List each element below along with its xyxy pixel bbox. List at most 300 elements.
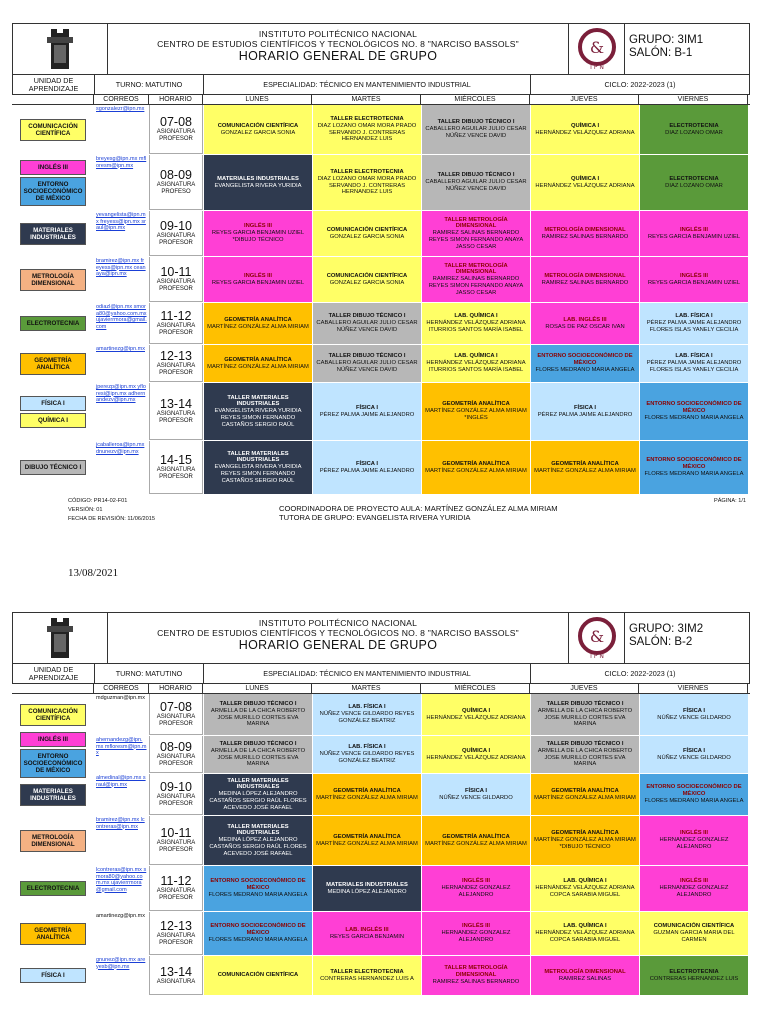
- hour-caption: PROFESOR: [159, 418, 193, 424]
- col-viernes: VIERNES: [639, 684, 748, 693]
- table-row: [12, 866, 750, 912]
- class-teacher: MARTÍNEZ GONZÁLEZ ALMA MIRIAM: [207, 323, 309, 330]
- room-label: SALÓN: B-2: [629, 636, 693, 648]
- class-teacher: CABALLERO AGUILAR JULIO CESAR NÚÑEZ VENCE DAVID: [316, 320, 418, 333]
- class-cell: [312, 441, 421, 494]
- class-title: FÍSICA I: [355, 404, 378, 411]
- subject-cell: [12, 816, 94, 865]
- table-row: [12, 303, 750, 345]
- class-cell: [421, 211, 530, 256]
- class-title: LAB. FÍSICA I: [675, 313, 713, 320]
- class-title: GEOMETRÍA ANALÍTICA: [442, 833, 510, 840]
- svg-text:I P N: I P N: [589, 64, 604, 71]
- hour-cell: [149, 441, 203, 494]
- class-title: COMUNICACIÓN CIENTÍFICA: [217, 122, 299, 129]
- class-title: LAB. QUÍMICA I: [454, 313, 498, 320]
- class-cell: [312, 816, 421, 865]
- class-cell: [421, 105, 530, 154]
- class-title: INGLÉS III: [461, 878, 491, 885]
- subject-cell: [12, 694, 94, 735]
- class-cell: [639, 383, 748, 440]
- col-martes: MARTES: [312, 95, 421, 104]
- table-row: [12, 105, 750, 155]
- col-horario: HORARIO: [149, 684, 203, 693]
- class-teacher: REYES GARCIA BENJAMIN UZIEL: [647, 279, 741, 286]
- class-title: METROLOGÍA DIMENSIONAL: [544, 968, 626, 975]
- class-teacher: NÚÑEZ VENCE GILDARDO: [657, 714, 731, 721]
- class-teacher: FLORES MEDRANO MARIA ANGELA: [644, 797, 744, 804]
- class-teacher: ARMELLA DE LA CHICA ROBERTO JOSE MURILLO CORTES EVA MARINA: [537, 747, 633, 768]
- class-teacher: EVANGELISTA RIVERA YURIDIA REYES SIMON FERNANDO CASTAÑOS SERGIO RAÚL: [214, 464, 302, 484]
- class-teacher: CABALLERO AGUILAR JULIO CESAR NÚÑEZ VENCE DAVID: [425, 126, 527, 139]
- hour-caption: ASIGNATURA: [156, 840, 196, 846]
- table-row: [12, 383, 750, 441]
- class-title: COMUNICACIÓN CIENTÍFICA: [326, 226, 408, 233]
- class-title: ENTORNO SOCIOECONÓMICO DE MÉXICO: [537, 353, 633, 367]
- hour-range: 10-11: [160, 265, 192, 279]
- subject-badge: GEOMETRÍA ANALÍTICA: [20, 353, 86, 375]
- subject-badge: QUÍMICA I: [20, 413, 86, 428]
- schedule-sheet-2: [12, 612, 750, 996]
- col-horario: HORARIO: [149, 95, 203, 104]
- hour-range: 11-12: [160, 874, 192, 888]
- col-jueves: JUEVES: [530, 684, 639, 693]
- class-title: INGLÉS III: [243, 223, 273, 230]
- class-title: QUÍMICA I: [461, 747, 491, 754]
- hour-cell: [149, 257, 203, 302]
- center-name: CENTRO DE ESTUDIOS CIENTÍFICOS Y TECNOLÓGICOS NO. 8 "NARCISO BASSOLS": [157, 39, 519, 49]
- col-miercoles: MIÉRCOLES: [421, 684, 530, 693]
- especialidad-label: ESPECIALIDAD: TÉCNICO EN MANTENIMIENTO INDUSTRIAL: [204, 664, 531, 683]
- class-teacher: REYES GARCIA BENJAMIN UZIEL: [647, 233, 741, 240]
- class-cell: [639, 105, 748, 154]
- table-row: [12, 816, 750, 866]
- ipn-logo: [13, 613, 108, 663]
- hour-caption: PROFESOR: [159, 286, 193, 292]
- class-teacher: GUZMAN GARCIA MARIA DEL CARMEN: [653, 930, 735, 943]
- class-cell: [421, 866, 530, 911]
- class-teacher: ARMELLA DE LA CHICA ROBERTO JOSE MURILLO CORTES EVA MARINA: [210, 747, 306, 768]
- hour-caption: PROFESOR: [159, 801, 193, 807]
- class-teacher: MEDINA LÓPEZ ALEJANDRO CASTAÑOS SERGIO RAÚL FLORES ACEVEDO JOSÉ RAFAEL: [209, 791, 307, 811]
- subject-badge: COMUNICACIÓN CIENTÍFICA: [20, 704, 86, 726]
- subject-badge: MATERIALES INDUSTRIALES: [20, 223, 86, 245]
- class-title: TALLER METROLOGÍA DIMENSIONAL: [444, 216, 508, 230]
- class-cell: [312, 956, 421, 995]
- email-link[interactable]: ahernandezg@ipn.mx mfloresm@ipn.mx: [96, 737, 147, 756]
- class-cell: [421, 694, 530, 735]
- class-teacher: MARTÍNEZ GONZÁLEZ ALMA MIRIAM *INGLÉS: [425, 408, 527, 421]
- subject-cell: [12, 956, 94, 995]
- class-title: LAB. QUÍMICA I: [454, 353, 498, 360]
- class-title: LAB. QUÍMICA I: [563, 878, 607, 885]
- subject-cell: [12, 912, 94, 955]
- class-title: FÍSICA I: [355, 460, 378, 467]
- subject-badge: MATERIALES INDUSTRIALES: [20, 784, 86, 806]
- schedule-sheet-1: [12, 23, 750, 527]
- class-cell: [530, 912, 639, 955]
- class-title: TALLER DIBUJO TÉCNICO I: [546, 741, 624, 748]
- class-teacher: REYES GARCIA BENJAMIN UZIEL: [211, 279, 305, 286]
- print-date: 13/08/2021: [68, 567, 119, 579]
- class-title: LAB. FÍSICA I: [675, 353, 713, 360]
- subject-badge: GEOMETRÍA ANALÍTICA: [20, 923, 86, 945]
- sheet-header: [12, 612, 750, 664]
- class-title: MATERIALES INDUSTRIALES: [217, 175, 299, 182]
- class-teacher: RAMIREZ SALINAS BERNARDO REYES SIMON FERNANDO ANAYA JASSO CESAR: [428, 230, 524, 250]
- group-label: GRUPO: 3IM1: [629, 34, 704, 46]
- class-teacher: RAMIREZ SALINAS BERNARDO REYES SIMON FERNANDO ANAYA JASSO CESAR: [428, 276, 524, 296]
- class-title: INGLÉS III: [679, 830, 709, 837]
- unidad-label: UNIDAD DE APRENDIZAJE: [13, 664, 95, 683]
- class-title: TALLER DIBUJO TÉCNICO I: [328, 313, 406, 320]
- hour-range: 12-13: [160, 919, 192, 933]
- subject-cell: [12, 303, 94, 344]
- class-cell: [530, 816, 639, 865]
- class-cell: [312, 155, 421, 210]
- hour-caption: ASIGNATURA: [156, 279, 196, 285]
- class-title: INGLÉS III: [243, 272, 273, 279]
- hour-cell: [149, 774, 203, 815]
- subject-badge: FÍSICA I: [20, 396, 86, 411]
- class-cell: [312, 912, 421, 955]
- class-cell: [639, 912, 748, 955]
- class-title: ENTORNO SOCIOECONÓMICO DE MÉXICO: [646, 784, 742, 798]
- class-cell: [203, 345, 312, 382]
- fecha-revision: FECHA DE REVISIÓN: 11/06/2015: [68, 516, 155, 522]
- class-teacher: ARMELLA DE LA CHICA ROBERTO JOSE MURILLO CORTES EVA MARINA: [537, 707, 633, 728]
- subject-badge: ENTORNO SOCIOECONÓMICO DE MÉXICO: [20, 749, 86, 778]
- class-title: INGLÉS III: [679, 878, 709, 885]
- class-title: INGLÉS III: [461, 923, 491, 930]
- email-link[interactable]: almedinal@ipn.mx sraul@ipn.mx: [96, 775, 146, 788]
- class-title: ELECTROTECNIA: [669, 122, 719, 129]
- class-title: QUÍMICA I: [570, 122, 600, 129]
- class-teacher: HERNÁNDEZ VELÁZQUEZ ADRIANA ITURRIOS SANTOS MARÍA ISABEL: [426, 320, 526, 333]
- email-link[interactable]: breyesg@ipn.mx mfloresm@ipn.mx: [96, 156, 147, 169]
- class-cell: [203, 441, 312, 494]
- hour-caption: ASIGNATURA: [156, 233, 196, 239]
- class-cell: [203, 303, 312, 344]
- email-link[interactable]: odiazl@ipn.mx smora80@yahoo.com.mx ujavierrmora@gmail.com: [96, 304, 147, 330]
- hour-cell: [149, 694, 203, 735]
- class-cell: [312, 211, 421, 256]
- class-teacher: HERNÁNDEZ VELÁZQUEZ ADRIANA: [535, 182, 635, 189]
- class-cell: [530, 956, 639, 995]
- class-teacher: CONTRERAS HERNANDEZ LUIS: [649, 975, 739, 982]
- subject-cell: [12, 155, 94, 210]
- hour-range: 13-14: [160, 964, 192, 979]
- class-teacher: GONZALEZ GARCIA SONIA: [220, 129, 296, 136]
- class-teacher: FLORES MEDRANO MARIA ANGELA: [208, 891, 308, 898]
- col-jueves: JUEVES: [530, 95, 639, 104]
- class-cell: [312, 345, 421, 382]
- especialidad-label: ESPECIALIDAD: TÉCNICO EN MANTENIMIENTO INDUSTRIAL: [204, 75, 531, 94]
- class-teacher: HERNÁNDEZ VELÁZQUEZ ADRIANA: [535, 129, 635, 136]
- unidad-label: UNIDAD DE APRENDIZAJE: [13, 75, 95, 94]
- class-teacher: GONZALEZ GARCIA SONIA: [329, 233, 405, 240]
- class-cell: [203, 383, 312, 440]
- table-row: [12, 956, 750, 996]
- table-row: [12, 912, 750, 956]
- class-cell: [639, 257, 748, 302]
- subject-cell: [12, 345, 94, 382]
- class-cell: [203, 866, 312, 911]
- class-teacher: FLORES MEDRANO MARIA ANGELA: [535, 366, 635, 373]
- class-teacher: RAMIREZ SALINAS BERNARDO: [541, 279, 629, 286]
- class-cell: [312, 866, 421, 911]
- class-title: ENTORNO SOCIOECONÓMICO DE MÉXICO: [646, 401, 742, 415]
- column-headers: [12, 95, 750, 105]
- class-title: ELECTROTECNIA: [669, 968, 719, 975]
- hour-caption: ASIGNATURA: [156, 363, 196, 369]
- institution-name: INSTITUTO POLITÉCNICO NACIONAL: [258, 29, 418, 39]
- class-cell: [421, 257, 530, 302]
- col-lunes: LUNES: [203, 95, 312, 104]
- class-teacher: MARTÍNEZ GONZÁLEZ ALMA MIRIAM: [534, 794, 636, 801]
- email-link[interactable]: bramirez@ipn.mx freyess@ipn.mx ceanaya@ipn.mx: [96, 258, 146, 277]
- class-cell: [530, 257, 639, 302]
- class-teacher: HERNÁNDEZ VELÁZQUEZ ADRIANA ITURRIOS SANTOS MARÍA ISABEL: [426, 360, 526, 373]
- subject-cell: [12, 441, 94, 494]
- class-title: TALLER ELECTROTECNIA: [330, 968, 404, 975]
- class-title: ENTORNO SOCIOECONÓMICO DE MÉXICO: [646, 457, 742, 471]
- class-cell: [421, 816, 530, 865]
- class-title: FÍSICA I: [682, 707, 705, 714]
- turno-label: TURNO: MATUTINO: [95, 664, 204, 683]
- hour-range: 10-11: [160, 826, 192, 840]
- class-teacher: MEDINA LÓPEZ ALEJANDRO: [327, 888, 407, 895]
- subject-badge: FÍSICA I: [20, 968, 86, 983]
- class-title: GEOMETRÍA ANALÍTICA: [224, 356, 292, 363]
- class-teacher: ARMELLA DE LA CHICA ROBERTO JOSE MURILLO CORTES EVA MARINA: [210, 707, 306, 728]
- class-cell: [530, 345, 639, 382]
- class-cell: [312, 303, 421, 344]
- hour-caption: ASIGNATURA: [156, 794, 196, 800]
- subject-badge: METROLOGÍA DIMENSIONAL: [20, 830, 86, 852]
- email-link[interactable]: jcaballeroa@ipn.mx dnunezv@ipn.mx: [96, 442, 145, 455]
- room-label: SALÓN: B-1: [629, 47, 693, 59]
- email-link[interactable]: gnunez@ipn.mx areyesb@ipn.mx: [96, 957, 146, 970]
- class-cell: [530, 736, 639, 773]
- hour-caption: PROFESOR: [159, 847, 193, 853]
- class-cell: [639, 816, 748, 865]
- class-teacher: ROSAS DE PAZ OSCAR IVAN: [545, 323, 625, 330]
- class-teacher: CONTRERAS HERNANDEZ LUIS A: [320, 975, 414, 982]
- col-correos: CORREOS: [94, 684, 149, 693]
- hour-caption: ASIGNATURA: [156, 182, 196, 188]
- hour-caption: ASIGNATURA: [156, 933, 196, 939]
- class-title: TALLER DIBUJO TÉCNICO I: [437, 119, 515, 126]
- cecyt-seal-icon: [568, 613, 624, 663]
- hour-cell: [149, 211, 203, 256]
- class-cell: [421, 774, 530, 815]
- svg-text:&: &: [589, 38, 604, 57]
- hour-range: 13-14: [160, 397, 192, 411]
- email-link[interactable]: sgonzalezr@ipn.mx: [96, 106, 145, 112]
- class-title: INGLÉS III: [679, 272, 709, 279]
- hour-caption: ASIGNATURA: [156, 129, 196, 135]
- svg-text:I P N: I P N: [589, 653, 604, 660]
- class-cell: [639, 774, 748, 815]
- class-cell: [639, 345, 748, 382]
- class-teacher: FLORES MEDRANO MARIA ANGELA: [644, 470, 744, 477]
- class-title: TALLER ELECTROTECNIA: [330, 116, 404, 123]
- hour-caption: ASIGNATURA: [156, 888, 196, 894]
- hour-caption: PROFESOR: [159, 895, 193, 901]
- subject-badge: METROLOGÍA DIMENSIONAL: [20, 269, 86, 291]
- table-row: [12, 774, 750, 816]
- subject-cell: [12, 211, 94, 256]
- class-title: COMUNICACIÓN CIENTÍFICA: [653, 923, 735, 930]
- email-link[interactable]: yevangelista@ipn.mx freyess@ipn.mx sraul@ipn.mx: [96, 212, 146, 231]
- class-title: MATERIALES INDUSTRIALES: [326, 881, 408, 888]
- class-teacher: PÉREZ PALMA JAIME ALEJANDRO: [319, 467, 415, 474]
- hour-cell: [149, 303, 203, 344]
- class-cell: [421, 956, 530, 995]
- class-teacher: EVANGELISTA RIVERA YURIDIA: [214, 182, 302, 189]
- hour-cell: [149, 736, 203, 773]
- class-teacher: NÚÑEZ VENCE GILDARDO: [439, 794, 513, 801]
- class-cell: [530, 866, 639, 911]
- hour-range: 08-09: [160, 168, 192, 182]
- class-teacher: MARTÍNEZ GONZÁLEZ ALMA MIRIAM: [534, 467, 636, 474]
- class-title: TALLER DIBUJO TÉCNICO I: [546, 701, 624, 708]
- class-cell: [530, 383, 639, 440]
- class-cell: [312, 105, 421, 154]
- center-name: CENTRO DE ESTUDIOS CIENTÍFICOS Y TECNOLÓGICOS NO. 8 "NARCISO BASSOLS": [157, 628, 519, 638]
- class-teacher: RAMIREZ SALINAS BERNARDO: [432, 978, 520, 985]
- class-teacher: MARTÍNEZ GONZÁLEZ ALMA MIRIAM: [207, 363, 309, 370]
- subject-cell: [12, 383, 94, 440]
- class-title: GEOMETRÍA ANALÍTICA: [224, 316, 292, 323]
- class-cell: [203, 774, 312, 815]
- class-cell: [312, 736, 421, 773]
- class-teacher: MARTÍNEZ GONZÁLEZ ALMA MIRIAM: [425, 467, 527, 474]
- class-title: ENTORNO SOCIOECONÓMICO DE MÉXICO: [210, 923, 306, 937]
- hour-cell: [149, 345, 203, 382]
- cecyt-seal-icon: [568, 24, 624, 74]
- class-cell: [421, 383, 530, 440]
- class-cell: [530, 774, 639, 815]
- class-cell: [639, 303, 748, 344]
- codigo: CÓDIGO: PR14-02-F01: [68, 498, 128, 504]
- group-label: GRUPO: 3IM2: [629, 623, 704, 635]
- class-teacher: RAMIREZ SALINAS: [558, 975, 612, 982]
- class-title: LAB. QUÍMICA I: [563, 923, 607, 930]
- email-link: mdguzman@ipn.mx: [96, 695, 145, 701]
- ciclo-label: CICLO: 2022-2023 (1): [604, 79, 676, 89]
- class-title: GEOMETRÍA ANALÍTICA: [442, 401, 510, 408]
- class-title: TALLER DIBUJO TÉCNICO I: [437, 172, 515, 179]
- class-title: TALLER METROLOGÍA DIMENSIONAL: [444, 262, 508, 276]
- class-title: GEOMETRÍA ANALÍTICA: [551, 787, 619, 794]
- schedule-grid: [12, 694, 750, 996]
- class-cell: [312, 383, 421, 440]
- hour-cell: [149, 105, 203, 154]
- hour-caption: ASIGNATURA: [156, 323, 196, 329]
- table-row: [12, 155, 750, 211]
- class-cell: [203, 956, 312, 995]
- hour-caption: ASIGNATURA: [156, 467, 196, 473]
- hour-caption: PROFESOR: [159, 721, 193, 727]
- class-title: ENTORNO SOCIOECONÓMICO DE MÉXICO: [210, 878, 306, 892]
- email-link[interactable]: amartinezg@ipn.mx: [96, 346, 145, 352]
- hour-caption: PROFESOR: [159, 136, 193, 142]
- schedule-grid: [12, 105, 750, 495]
- table-row: [12, 694, 750, 736]
- class-teacher: PÉREZ PALMA JAIME ALEJANDRO: [537, 411, 633, 418]
- hour-caption: PROFESOR: [159, 761, 193, 767]
- class-cell: [312, 774, 421, 815]
- hour-caption: PROFESO: [161, 189, 191, 195]
- class-teacher: RAMIREZ SALINAS BERNARDO: [541, 233, 629, 240]
- class-title: TALLER METROLOGÍA DIMENSIONAL: [444, 965, 508, 979]
- class-teacher: MEDINA LÓPEZ ALEJANDRO CASTAÑOS SERGIO RAÚL FLORES ACEVEDO JOSÉ RAFAEL: [209, 837, 307, 857]
- class-title: TALLER ELECTROTECNIA: [330, 169, 404, 176]
- col-lunes: LUNES: [203, 684, 312, 693]
- sheet-footer: [12, 497, 750, 527]
- svg-text:&: &: [589, 627, 604, 646]
- class-teacher: DIAZ LOZANO OMAR MORA PRADO SERVANDO J. CONTRERAS HERNANDEZ LUIS: [317, 122, 417, 143]
- class-cell: [639, 441, 748, 494]
- class-cell: [203, 816, 312, 865]
- class-teacher: HERNÁNDEZ VELÁZQUEZ ADRIANA COPCA SARABIA MIGUEL: [535, 885, 635, 898]
- info-bar: [12, 664, 750, 684]
- class-cell: [530, 211, 639, 256]
- email-link[interactable]: jperezp@ipn.mx yfloresi@ipn.mx adhernandezv@ipn.mx: [96, 384, 146, 403]
- class-teacher: FLORES MEDRANO MARIA ANGELA: [208, 936, 308, 943]
- ciclo-label: CICLO: 2022-2023 (1): [604, 668, 676, 678]
- class-teacher: NÚÑEZ VENCE GILDARDO: [657, 754, 731, 761]
- sheet-header: [12, 23, 750, 75]
- class-teacher: HERNÁNDEZ VELÁZQUEZ ADRIANA: [426, 754, 526, 761]
- class-teacher: GONZALEZ GARCIA SONIA: [329, 279, 405, 286]
- hour-caption: ASIGNATURA: [156, 411, 196, 417]
- class-cell: [530, 441, 639, 494]
- table-row: [12, 441, 750, 495]
- class-title: COMUNICACIÓN CIENTÍFICA: [326, 272, 408, 279]
- class-title: LAB. FÍSICA I: [348, 744, 386, 751]
- class-title: COMUNICACIÓN CIENTÍFICA: [217, 972, 299, 979]
- col-martes: MARTES: [312, 684, 421, 693]
- class-title: LAB. INGLÉS III: [563, 316, 607, 323]
- hour-cell: [149, 866, 203, 911]
- hour-cell: [149, 155, 203, 210]
- hour-caption: PROFESOR: [159, 370, 193, 376]
- class-teacher: DIAZ LOZANO OMAR MORA PRADO SERVANDO J. CONTRERAS HERNANDEZ LUIS: [317, 175, 417, 196]
- class-teacher: MARTÍNEZ GONZÁLEZ ALMA MIRIAM: [316, 794, 418, 801]
- class-cell: [639, 155, 748, 210]
- class-title: GEOMETRÍA ANALÍTICA: [551, 460, 619, 467]
- class-cell: [203, 211, 312, 256]
- class-cell: [312, 257, 421, 302]
- email-link[interactable]: bramirez@ipn.mx lcontreras@ipn.mx: [96, 817, 145, 830]
- class-title: TALLER DIBUJO TÉCNICO I: [328, 353, 406, 360]
- class-cell: [639, 866, 748, 911]
- col-correos: CORREOS: [94, 95, 149, 104]
- hour-cell: [149, 816, 203, 865]
- class-title: TALLER MATERIALES INDUSTRIALES: [227, 394, 289, 408]
- class-title: TALLER DIBUJO TÉCNICO I: [219, 701, 297, 708]
- column-headers: [12, 684, 750, 694]
- subject-cell: [12, 774, 94, 815]
- class-title: GEOMETRÍA ANALÍTICA: [551, 830, 619, 837]
- email-link[interactable]: lcontreras@ipn.mx smora80@yahoo.com.mx ujavierrmora@gmail.com: [96, 867, 147, 893]
- class-cell: [421, 345, 530, 382]
- version: VERSIÓN: 01: [68, 507, 103, 513]
- subject-badge: INGLÉS III: [20, 160, 86, 175]
